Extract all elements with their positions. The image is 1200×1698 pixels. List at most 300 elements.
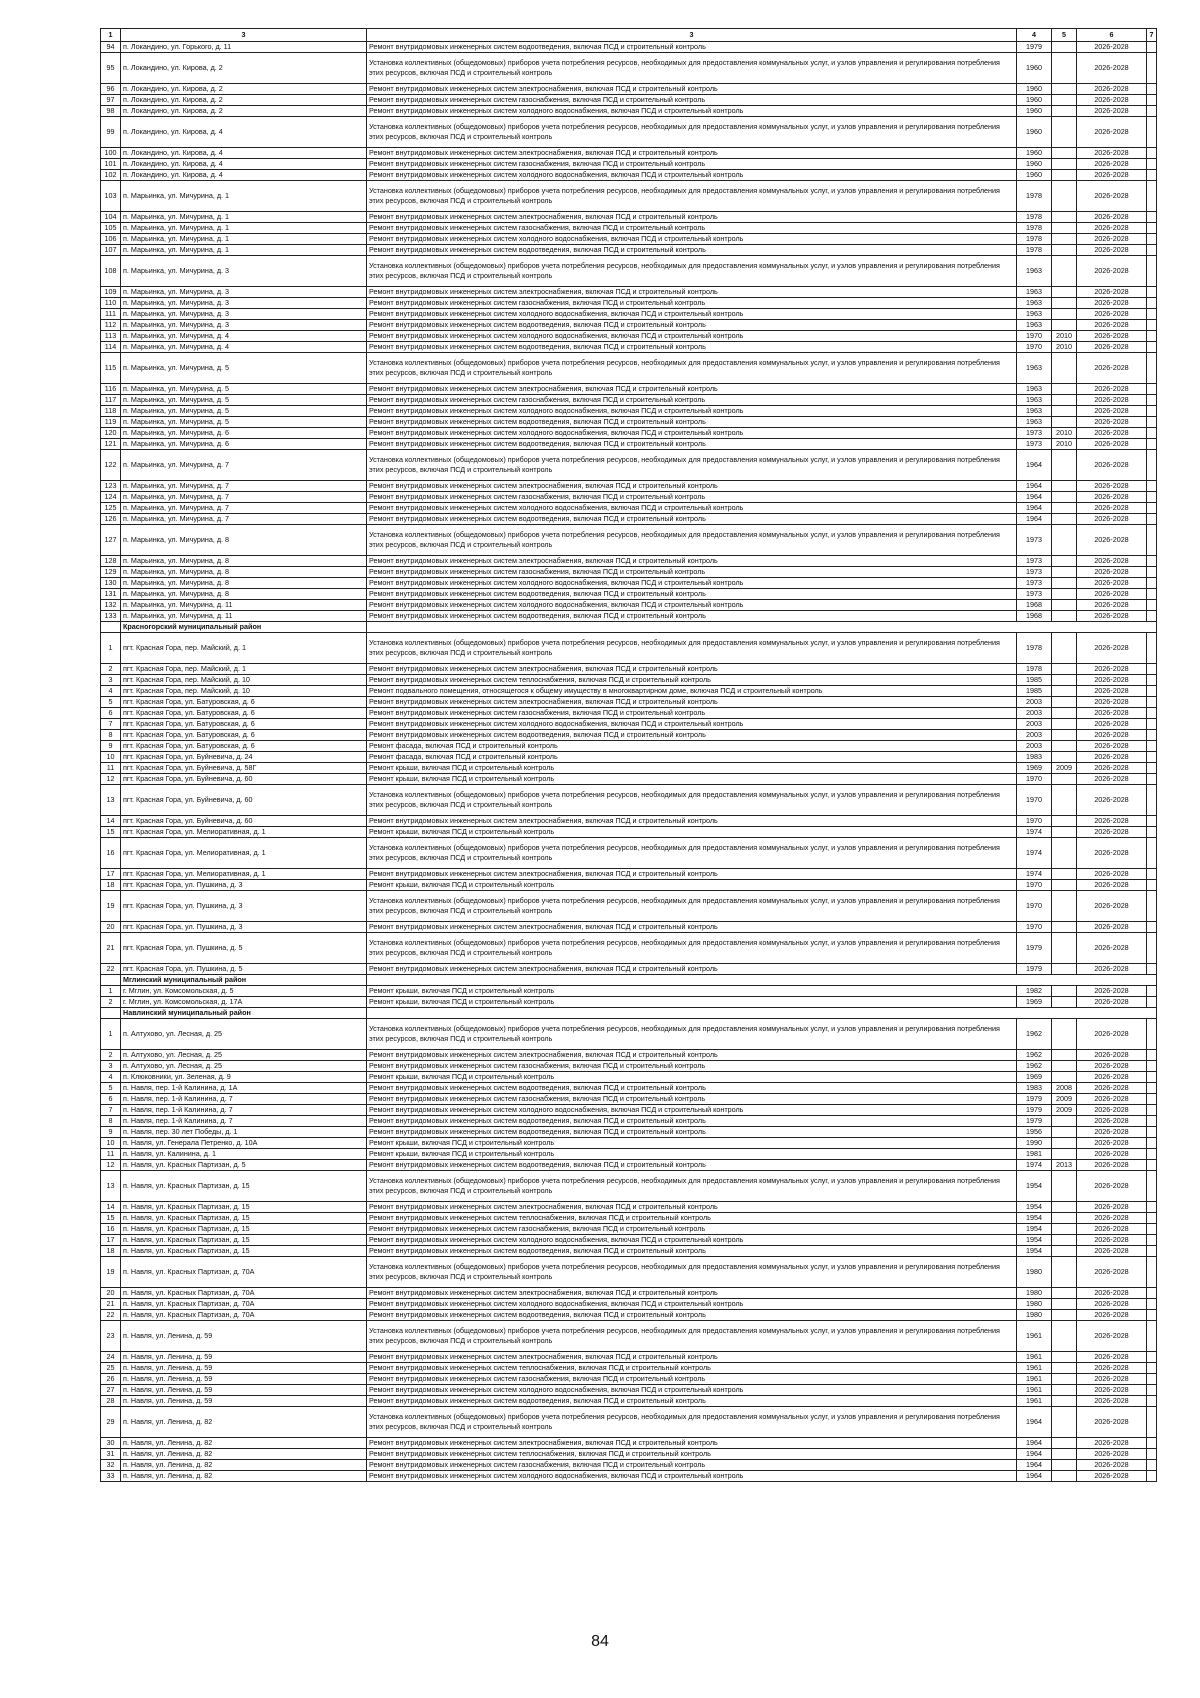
work-type-cell: Ремонт внутридомовых инженерных систем водоотведения, включая ПСД и строительный контроль [367,1160,1017,1171]
address-cell: п. Клюковники, ул. Зеленая, д. 9 [121,1072,367,1083]
build-year-cell: 1954 [1017,1235,1052,1246]
repair-period-cell: 2026-2028 [1077,1363,1147,1374]
build-year-cell: 1964 [1017,450,1052,481]
table-row [101,774,1157,785]
blank-cell [1147,1246,1157,1257]
address-cell: пгт. Красная Гора, пер. Майский, д. 10 [121,686,367,697]
address-cell: пгт. Красная Гора, ул. Батуровская, д. 6 [121,697,367,708]
table-row [101,384,1157,395]
row-number: 132 [101,600,121,611]
build-year-cell: 1978 [1017,664,1052,675]
build-year-cell: 1963 [1017,406,1052,417]
blank-cell [1147,503,1157,514]
row-number: 27 [101,1385,121,1396]
build-year-cell: 1970 [1017,816,1052,827]
row-number: 98 [101,106,121,117]
row-number: 5 [101,1083,121,1094]
address-cell: п. Навля, ул. Ленина, д. 82 [121,1438,367,1449]
build-year-cell: 1974 [1017,838,1052,869]
work-type-cell: Ремонт внутридомовых инженерных систем газоснабжения, включая ПСД и строительный контроль [367,223,1017,234]
address-cell: п. Марьинка, ул. Мичурина, д. 6 [121,439,367,450]
build-year-cell: 1964 [1017,481,1052,492]
work-type-cell: Ремонт внутридомовых инженерных систем газоснабжения, включая ПСД и строительный контроль [367,1094,1017,1105]
row-number: 1 [101,986,121,997]
work-type-cell: Ремонт внутридомовых инженерных систем водоотведения, включая ПСД и строительный контроль [367,342,1017,353]
address-cell: п. Марьинка, ул. Мичурина, д. 3 [121,309,367,320]
build-year-cell: 1961 [1017,1396,1052,1407]
blank-cell [1147,1224,1157,1235]
repair-period-cell: 2026-2028 [1077,1127,1147,1138]
row-number: 13 [101,785,121,816]
repair-period-cell: 2026-2028 [1077,353,1147,384]
table-row [101,986,1157,997]
table-row [101,148,1157,159]
last-repair-year-cell [1052,84,1077,95]
row-number: 99 [101,117,121,148]
address-cell: п. Локандино, ул. Кирова, д. 2 [121,53,367,84]
row-number: 18 [101,1246,121,1257]
work-type-cell: Ремонт внутридомовых инженерных систем холодного водоснабжения, включая ПСД и строительный контроль [367,600,1017,611]
address-cell: п. Марьинка, ул. Мичурина, д. 3 [121,298,367,309]
work-type-cell: Ремонт внутридомовых инженерных систем газоснабжения, включая ПСД и строительный контроль [367,298,1017,309]
work-type-cell: Ремонт внутридомовых инженерных систем холодного водоснабжения, включая ПСД и строительный контроль [367,234,1017,245]
work-type-cell: Ремонт внутридомовых инженерных систем электроснабжения, включая ПСД и строительный контроль [367,384,1017,395]
blank-cell [1147,95,1157,106]
address-cell: п. Навля, ул. Красных Партизан, д. 15 [121,1171,367,1202]
build-year-cell: 1973 [1017,578,1052,589]
work-type-cell: Ремонт внутридомовых инженерных систем холодного водоснабжения, включая ПСД и строительный контроль [367,331,1017,342]
last-repair-year-cell [1052,708,1077,719]
row-number: 106 [101,234,121,245]
row-number: 19 [101,1257,121,1288]
address-cell: п. Марьинка, ул. Мичурина, д. 1 [121,181,367,212]
address-cell: п. Марьинка, ул. Мичурина, д. 3 [121,320,367,331]
last-repair-year-cell [1052,1235,1077,1246]
row-number: 2 [101,1050,121,1061]
work-type-cell: Ремонт крыши, включая ПСД и строительный контроль [367,986,1017,997]
repair-period-cell: 2026-2028 [1077,481,1147,492]
last-repair-year-cell [1052,1299,1077,1310]
row-number: 14 [101,816,121,827]
build-year-cell: 1979 [1017,42,1052,53]
row-number: 18 [101,880,121,891]
last-repair-year-cell [1052,1202,1077,1213]
table-row [101,838,1157,869]
last-repair-year-cell [1052,869,1077,880]
header-col-1: 1 [101,29,121,42]
work-type-cell: Установка коллективных (общедомовых) приборов учета потребления ресурсов, необходимых для предоставления коммунальных услуг, и узлов управления и регулирования потребления этих ресурсов, включая ПСД и строительный контроль [367,256,1017,287]
build-year-cell: 1969 [1017,997,1052,1008]
blank-cell [1147,891,1157,922]
address-cell: пгт. Красная Гора, пер. Майский, д. 10 [121,675,367,686]
address-cell: п. Навля, ул. Красных Партизан, д. 15 [121,1224,367,1235]
repair-period-cell: 2026-2028 [1077,1019,1147,1050]
table-row [101,686,1157,697]
work-type-cell: Ремонт внутридомовых инженерных систем водоотведения, включая ПСД и строительный контроль [367,320,1017,331]
build-year-cell: 1964 [1017,1460,1052,1471]
blank-cell [1147,309,1157,320]
last-repair-year-cell [1052,1449,1077,1460]
last-repair-year-cell [1052,1257,1077,1288]
table-row [101,159,1157,170]
address-cell: п. Навля, пер. 1-й Калинина, д. 7 [121,1094,367,1105]
last-repair-year-cell: 2009 [1052,1094,1077,1105]
work-type-cell: Ремонт внутридомовых инженерных систем электроснабжения, включая ПСД и строительный контроль [367,556,1017,567]
last-repair-year-cell: 2008 [1052,1083,1077,1094]
address-cell: п. Марьинка, ул. Мичурина, д. 7 [121,503,367,514]
last-repair-year-cell [1052,170,1077,181]
build-year-cell: 1963 [1017,287,1052,298]
row-number: 13 [101,1171,121,1202]
row-number: 31 [101,1449,121,1460]
row-number: 112 [101,320,121,331]
blank-cell [1147,1019,1157,1050]
blank-cell [1147,428,1157,439]
address-cell: п. Навля, пер. 1-й Калинина, д. 7 [121,1105,367,1116]
work-type-cell: Установка коллективных (общедомовых) приборов учета потребления ресурсов, необходимых для предоставления коммунальных услуг, и узлов управления и регулирования потребления этих ресурсов, включая ПСД и строительный контроль [367,838,1017,869]
table-row [101,492,1157,503]
row-number: 15 [101,827,121,838]
build-year-cell: 1964 [1017,492,1052,503]
last-repair-year-cell [1052,633,1077,664]
table-row [101,1050,1157,1061]
address-cell: пгт. Красная Гора, ул. Буйневича, д. 60 [121,774,367,785]
build-year-cell: 1990 [1017,1138,1052,1149]
build-year-cell: 1962 [1017,1061,1052,1072]
blank-cell [1147,84,1157,95]
work-type-cell: Ремонт внутридомовых инженерных систем водоотведения, включая ПСД и строительный контроль [367,1396,1017,1407]
row-number: 21 [101,1299,121,1310]
row-number: 114 [101,342,121,353]
build-year-cell: 1979 [1017,1116,1052,1127]
row-number: 10 [101,752,121,763]
address-cell: п. Алтухово, ул. Лесная, д. 25 [121,1019,367,1050]
blank-cell [1147,1061,1157,1072]
work-type-cell: Ремонт внутридомовых инженерных систем водоотведения, включая ПСД и строительный контроль [367,245,1017,256]
address-cell: пгт. Красная Гора, ул. Мелиоративная, д. 1 [121,869,367,880]
last-repair-year-cell [1052,1460,1077,1471]
repair-period-cell: 2026-2028 [1077,891,1147,922]
last-repair-year-cell [1052,880,1077,891]
work-type-cell: Установка коллективных (общедомовых) приборов учета потребления ресурсов, необходимых для предоставления коммунальных услуг, и узлов управления и регулирования потребления этих ресурсов, включая ПСД и строительный контроль [367,633,1017,664]
table-row [101,1202,1157,1213]
blank-cell [1147,567,1157,578]
address-cell: п. Марьинка, ул. Мичурина, д. 8 [121,567,367,578]
work-type-cell: Ремонт внутридомовых инженерных систем водоотведения, включая ПСД и строительный контроль [367,1310,1017,1321]
blank-cell [1147,1299,1157,1310]
repair-period-cell: 2026-2028 [1077,450,1147,481]
address-cell: п. Локандино, ул. Горького, д. 11 [121,42,367,53]
table-row [101,117,1157,148]
last-repair-year-cell [1052,891,1077,922]
build-year-cell: 1973 [1017,439,1052,450]
work-type-cell: Ремонт внутридомовых инженерных систем электроснабжения, включая ПСД и строительный контроль [367,1288,1017,1299]
table-row [101,997,1157,1008]
blank-cell [1147,170,1157,181]
build-year-cell: 1982 [1017,986,1052,997]
row-number: 24 [101,1352,121,1363]
work-type-cell: Ремонт крыши, включая ПСД и строительный контроль [367,997,1017,1008]
work-type-cell: Ремонт фасада, включая ПСД и строительный контроль [367,752,1017,763]
address-cell: пгт. Красная Гора, ул. Пушкина, д. 3 [121,891,367,922]
last-repair-year-cell [1052,406,1077,417]
build-year-cell: 1956 [1017,1127,1052,1138]
address-cell: п. Марьинка, ул. Мичурина, д. 8 [121,578,367,589]
table-row [101,42,1157,53]
build-year-cell: 1963 [1017,256,1052,287]
row-number: 133 [101,611,121,622]
repair-period-cell: 2026-2028 [1077,1310,1147,1321]
last-repair-year-cell [1052,589,1077,600]
repair-period-cell: 2026-2028 [1077,708,1147,719]
repair-period-cell: 2026-2028 [1077,838,1147,869]
table-row [101,395,1157,406]
repair-period-cell: 2026-2028 [1077,686,1147,697]
work-type-cell: Ремонт внутридомовых инженерных систем электроснабжения, включая ПСД и строительный контроль [367,664,1017,675]
work-type-cell: Установка коллективных (общедомовых) приборов учета потребления ресурсов, необходимых для предоставления коммунальных услуг, и узлов управления и регулирования потребления этих ресурсов, включая ПСД и строительный контроль [367,450,1017,481]
table-row [101,1352,1157,1363]
table-row [101,1213,1157,1224]
blank-cell [1147,53,1157,84]
row-number: 130 [101,578,121,589]
last-repair-year-cell [1052,1352,1077,1363]
row-number: 22 [101,964,121,975]
last-repair-year-cell [1052,42,1077,53]
build-year-cell: 1983 [1017,752,1052,763]
row-number: 109 [101,287,121,298]
table-row [101,406,1157,417]
row-number: 125 [101,503,121,514]
repair-period-cell: 2026-2028 [1077,986,1147,997]
row-number: 28 [101,1396,121,1407]
build-year-cell: 1954 [1017,1202,1052,1213]
last-repair-year-cell [1052,556,1077,567]
build-year-cell: 1960 [1017,148,1052,159]
table-body [101,42,1157,1482]
last-repair-year-cell [1052,503,1077,514]
blank-cell [1147,148,1157,159]
section-filler [367,1008,1157,1019]
blank-cell [1147,525,1157,556]
blank-cell [1147,697,1157,708]
last-repair-year-cell [1052,730,1077,741]
table-row [101,1116,1157,1127]
blank-cell [1147,611,1157,622]
row-number: 16 [101,1224,121,1235]
page-number: 84 [591,1633,609,1650]
blank-cell [1147,1171,1157,1202]
address-cell: п. Марьинка, ул. Мичурина, д. 1 [121,245,367,256]
blank-cell [1147,964,1157,975]
work-type-cell: Установка коллективных (общедомовых) приборов учета потребления ресурсов, необходимых для предоставления коммунальных услуг, и узлов управления и регулирования потребления этих ресурсов, включая ПСД и строительный контроль [367,1321,1017,1352]
blank-cell [1147,384,1157,395]
last-repair-year-cell [1052,1019,1077,1050]
work-type-cell: Ремонт внутридомовых инженерных систем водоотведения, включая ПСД и строительный контроль [367,611,1017,622]
address-cell: п. Навля, ул. Генерала Петренко, д. 10А [121,1138,367,1149]
last-repair-year-cell [1052,1171,1077,1202]
build-year-cell: 1968 [1017,600,1052,611]
address-cell: п. Навля, ул. Красных Партизан, д. 5 [121,1160,367,1171]
last-repair-year-cell [1052,1385,1077,1396]
last-repair-year-cell [1052,234,1077,245]
build-year-cell: 1978 [1017,212,1052,223]
row-number: 12 [101,1160,121,1171]
work-type-cell: Ремонт внутридомовых инженерных систем электроснабжения, включая ПСД и строительный контроль [367,1352,1017,1363]
address-cell: пгт. Красная Гора, ул. Мелиоративная, д. 1 [121,827,367,838]
blank-cell [1147,1310,1157,1321]
last-repair-year-cell [1052,1471,1077,1482]
work-type-cell: Ремонт внутридомовых инженерных систем теплоснабжения, включая ПСД и строительный контроль [367,1363,1017,1374]
table-row [101,417,1157,428]
last-repair-year-cell [1052,785,1077,816]
work-type-cell: Ремонт крыши, включая ПСД и строительный контроль [367,774,1017,785]
last-repair-year-cell [1052,1246,1077,1257]
table-row [101,342,1157,353]
repair-period-cell: 2026-2028 [1077,741,1147,752]
table-row [101,1083,1157,1094]
last-repair-year-cell [1052,309,1077,320]
build-year-cell: 1973 [1017,525,1052,556]
work-type-cell: Ремонт внутридомовых инженерных систем газоснабжения, включая ПСД и строительный контроль [367,159,1017,170]
table-row [101,964,1157,975]
build-year-cell: 1978 [1017,633,1052,664]
row-number: 3 [101,1061,121,1072]
address-cell: п. Локандино, ул. Кирова, д. 2 [121,95,367,106]
row-number: 11 [101,1149,121,1160]
row-number: 21 [101,933,121,964]
repair-period-cell: 2026-2028 [1077,245,1147,256]
work-type-cell: Установка коллективных (общедомовых) приборов учета потребления ресурсов, необходимых для предоставления коммунальных услуг, и узлов управления и регулирования потребления этих ресурсов, включая ПСД и строительный контроль [367,353,1017,384]
work-type-cell: Ремонт внутридомовых инженерных систем холодного водоснабжения, включая ПСД и строительный контроль [367,106,1017,117]
build-year-cell: 1960 [1017,159,1052,170]
build-year-cell: 1963 [1017,298,1052,309]
work-type-cell: Установка коллективных (общедомовых) приборов учета потребления ресурсов, необходимых для предоставления коммунальных услуг, и узлов управления и регулирования потребления этих ресурсов, включая ПСД и строительный контроль [367,785,1017,816]
row-number: 107 [101,245,121,256]
table-row [101,106,1157,117]
address-cell: п. Навля, ул. Красных Партизан, д. 70А [121,1310,367,1321]
build-year-cell: 1980 [1017,1310,1052,1321]
repair-period-cell: 2026-2028 [1077,395,1147,406]
blank-cell [1147,395,1157,406]
blank-cell [1147,986,1157,997]
last-repair-year-cell [1052,320,1077,331]
blank-cell [1147,827,1157,838]
row-number: 9 [101,1127,121,1138]
last-repair-year-cell [1052,450,1077,481]
blank-cell [1147,741,1157,752]
repair-period-cell: 2026-2028 [1077,752,1147,763]
last-repair-year-cell [1052,1321,1077,1352]
blank-cell [1147,342,1157,353]
table-row [101,1072,1157,1083]
repair-period-cell: 2026-2028 [1077,1460,1147,1471]
blank-cell [1147,1321,1157,1352]
repair-period-cell: 2026-2028 [1077,567,1147,578]
address-cell: п. Марьинка, ул. Мичурина, д. 6 [121,428,367,439]
work-type-cell: Ремонт внутридомовых инженерных систем водоотведения, включая ПСД и строительный контроль [367,730,1017,741]
last-repair-year-cell [1052,181,1077,212]
work-type-cell: Ремонт внутридомовых инженерных систем газоснабжения, включая ПСД и строительный контроль [367,1460,1017,1471]
build-year-cell: 1963 [1017,417,1052,428]
repair-period-cell: 2026-2028 [1077,933,1147,964]
section-row [101,622,1157,633]
blank-cell [1147,763,1157,774]
address-cell: п. Марьинка, ул. Мичурина, д. 7 [121,481,367,492]
row-number: 110 [101,298,121,309]
repair-period-cell: 2026-2028 [1077,1116,1147,1127]
blank-cell [1147,880,1157,891]
address-cell: п. Локандино, ул. Кирова, д. 4 [121,159,367,170]
row-number: 129 [101,567,121,578]
address-cell: п. Марьинка, ул. Мичурина, д. 8 [121,525,367,556]
work-type-cell: Ремонт внутридомовых инженерных систем холодного водоснабжения, включая ПСД и строительный контроль [367,1471,1017,1482]
table-row [101,1019,1157,1050]
build-year-cell: 1979 [1017,1105,1052,1116]
work-type-cell: Ремонт внутридомовых инженерных систем электроснабжения, включая ПСД и строительный контроль [367,287,1017,298]
work-type-cell: Ремонт внутридомовых инженерных систем электроснабжения, включая ПСД и строительный контроль [367,1050,1017,1061]
build-year-cell: 1961 [1017,1385,1052,1396]
address-cell: п. Алтухово, ул. Лесная, д. 25 [121,1050,367,1061]
build-year-cell: 1961 [1017,1321,1052,1352]
last-repair-year-cell [1052,384,1077,395]
table-row [101,320,1157,331]
build-year-cell: 1963 [1017,320,1052,331]
repair-period-cell: 2026-2028 [1077,785,1147,816]
work-type-cell: Ремонт внутридомовых инженерных систем газоснабжения, включая ПСД и строительный контроль [367,1374,1017,1385]
blank-cell [1147,1471,1157,1482]
repair-period-cell: 2026-2028 [1077,1471,1147,1482]
blank-cell [1147,417,1157,428]
blank-cell [1147,514,1157,525]
last-repair-year-cell [1052,933,1077,964]
address-cell: п. Марьинка, ул. Мичурина, д. 3 [121,256,367,287]
last-repair-year-cell [1052,514,1077,525]
work-type-cell: Ремонт внутридомовых инженерных систем водоотведения, включая ПСД и строительный контроль [367,589,1017,600]
work-type-cell: Ремонт крыши, включая ПСД и строительный контроль [367,1072,1017,1083]
build-year-cell: 1969 [1017,763,1052,774]
repair-period-cell: 2026-2028 [1077,1171,1147,1202]
repair-period-cell: 2026-2028 [1077,42,1147,53]
last-repair-year-cell [1052,741,1077,752]
blank-cell [1147,320,1157,331]
row-number: 3 [101,675,121,686]
repair-period-cell: 2026-2028 [1077,1374,1147,1385]
blank-cell [1147,256,1157,287]
section-row [101,975,1157,986]
build-year-cell: 1970 [1017,880,1052,891]
last-repair-year-cell [1052,1127,1077,1138]
repair-period-cell: 2026-2028 [1077,1061,1147,1072]
row-number: 104 [101,212,121,223]
last-repair-year-cell [1052,964,1077,975]
build-year-cell: 1960 [1017,106,1052,117]
repair-period-cell: 2026-2028 [1077,1321,1147,1352]
table-row [101,1149,1157,1160]
repair-period-cell: 2026-2028 [1077,664,1147,675]
table-row [101,450,1157,481]
blank-cell [1147,1116,1157,1127]
repair-period-cell: 2026-2028 [1077,556,1147,567]
blank-cell [1147,1363,1157,1374]
row-number: 103 [101,181,121,212]
repair-period-cell: 2026-2028 [1077,298,1147,309]
build-year-cell: 1960 [1017,84,1052,95]
repair-period-cell: 2026-2028 [1077,816,1147,827]
build-year-cell: 1962 [1017,1050,1052,1061]
build-year-cell: 2003 [1017,730,1052,741]
section-title: Навлинский муниципальный район [121,1008,367,1019]
last-repair-year-cell [1052,816,1077,827]
